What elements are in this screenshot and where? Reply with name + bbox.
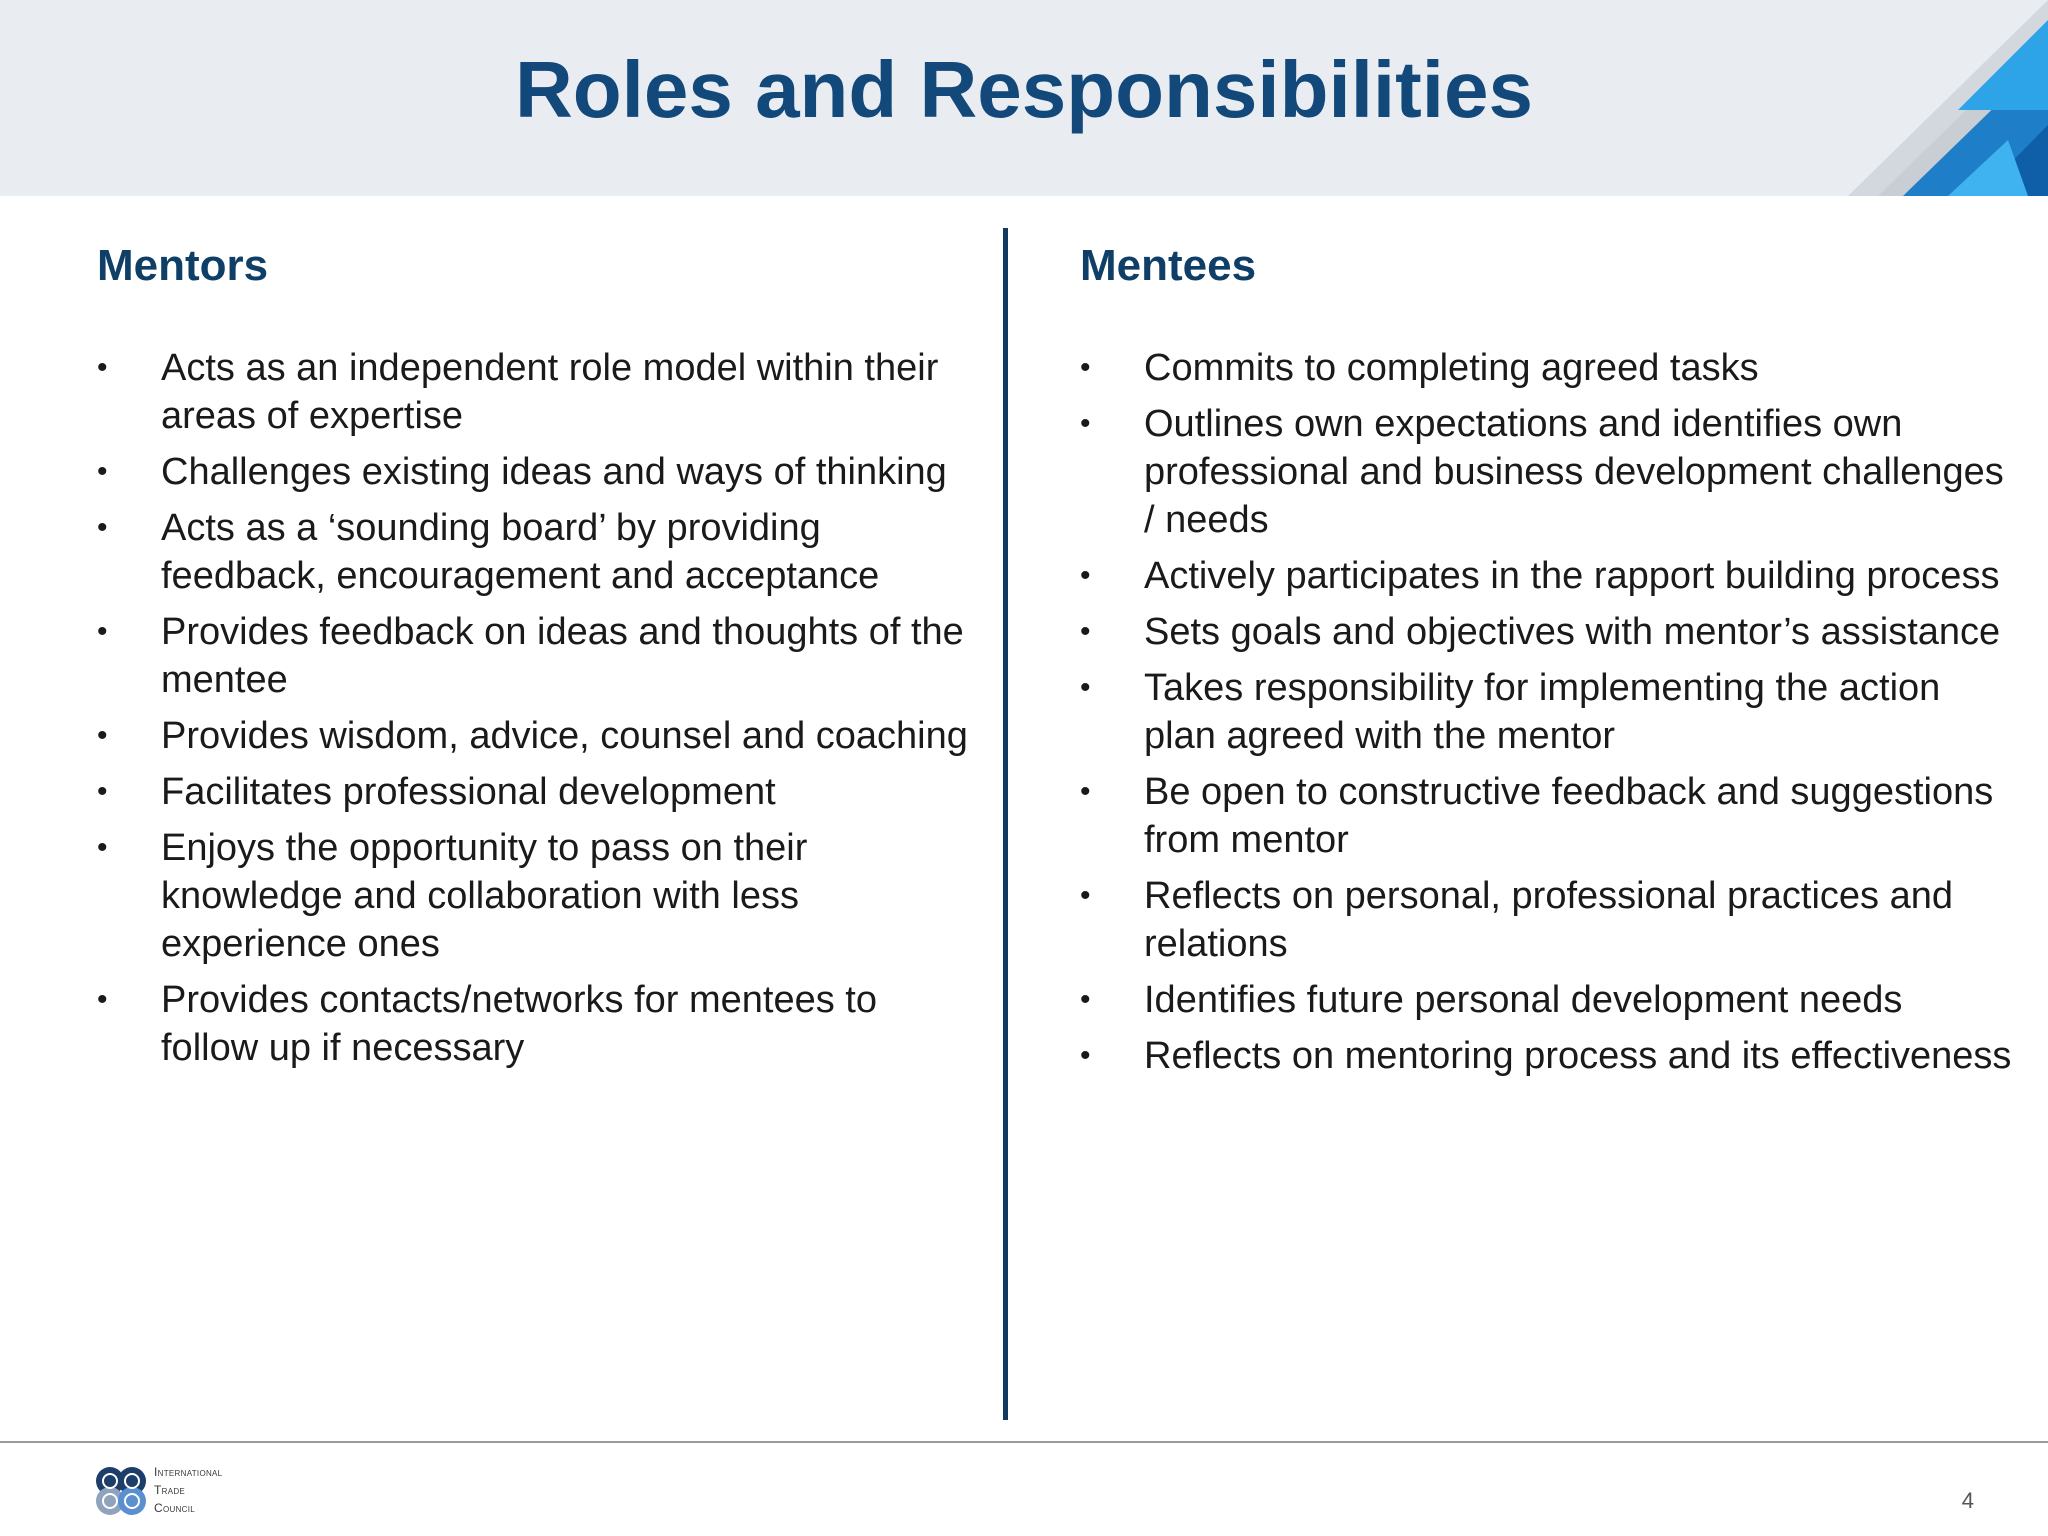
mentors-column — [97, 238, 977, 1080]
bullet-icon: • — [97, 351, 108, 384]
list-item-text: Challenges existing ideas and ways of thinking — [161, 451, 947, 493]
list-item — [97, 712, 977, 760]
list-item — [97, 976, 977, 1072]
bullet-icon: • — [1080, 615, 1091, 648]
bullet-icon: • — [1080, 775, 1091, 808]
bullet-icon: • — [1080, 879, 1091, 912]
bullet-icon: • — [1080, 671, 1091, 704]
page-number: 4 — [1961, 1488, 1974, 1513]
list-item — [1080, 976, 2020, 1024]
list-item-text: Reflects on personal, professional practices and relations — [1144, 875, 1954, 965]
bullet-icon: • — [97, 775, 108, 808]
bullet-icon: • — [97, 719, 108, 752]
list-item — [1080, 664, 2020, 760]
list-item-text: Outlines own expectations and identifies own professional and business development challenges / needs — [1144, 403, 2004, 541]
logo — [94, 1459, 264, 1521]
list-item — [97, 504, 977, 600]
mentees-heading: Mentees — [1080, 241, 1257, 290]
list-item-text: Reflects on mentoring process and its effectiveness — [1144, 1035, 2012, 1077]
list-item — [1080, 768, 2020, 864]
mentors-heading: Mentors — [97, 241, 269, 290]
mentees-column — [1080, 238, 2020, 1088]
bullet-icon: • — [97, 615, 108, 648]
list-item — [1080, 400, 2020, 544]
column-divider — [1003, 228, 1008, 1420]
list-item — [1080, 552, 2020, 600]
mentors-list — [97, 344, 977, 1072]
bullet-icon: • — [97, 983, 108, 1016]
list-item-text: Identifies future personal development needs — [1144, 979, 1903, 1021]
bullet-icon: • — [1080, 351, 1091, 384]
mentees-list — [1080, 344, 2020, 1080]
bullet-icon: • — [1080, 407, 1091, 440]
list-item-text: Takes responsibility for implementing the action plan agreed with the mentor — [1144, 667, 1941, 757]
list-item-text: Acts as an independent role model within their areas of expertise — [161, 347, 939, 437]
bullet-icon: • — [97, 511, 108, 544]
list-item-text: Provides feedback on ideas and thoughts of the mentee — [161, 611, 964, 701]
logo-line-3: Council — [154, 1501, 195, 1515]
list-item-text: Provides contacts/networks for mentees to follow up if necessary — [161, 979, 877, 1069]
list-item — [97, 824, 977, 968]
list-item — [1080, 872, 2020, 968]
bullet-icon: • — [97, 455, 108, 488]
list-item — [97, 608, 977, 704]
list-item-text: Sets goals and objectives with mentor’s assistance — [1144, 611, 2001, 653]
bullet-icon: • — [1080, 559, 1091, 592]
list-item — [97, 344, 977, 440]
bullet-icon: • — [97, 831, 108, 864]
list-item-text: Enjoys the opportunity to pass on their knowledge and collaboration with less experience ones — [161, 827, 808, 965]
list-item — [1080, 608, 2020, 656]
list-item-text: Be open to constructive feedback and suggestions from mentor — [1144, 771, 1994, 861]
logo-line-1: International — [154, 1465, 223, 1479]
slide-title: Roles and Responsibilities — [514, 45, 1533, 134]
logo-mark-icon — [94, 1463, 150, 1519]
list-item-text: Acts as a ‘sounding board’ by providing feedback, encouragement and acceptance — [161, 507, 880, 597]
list-item-text: Facilitates professional development — [161, 771, 776, 813]
list-item — [1080, 344, 2020, 392]
list-item — [97, 448, 977, 496]
logo-line-2: Trade — [154, 1483, 186, 1497]
list-item — [1080, 1032, 2020, 1080]
logo-text — [154, 1463, 222, 1517]
bullet-icon: • — [1080, 1039, 1091, 1072]
bullet-icon: • — [1080, 983, 1091, 1016]
list-item-text: Commits to completing agreed tasks — [1144, 347, 1759, 389]
list-item-text: Provides wisdom, advice, counsel and coaching — [161, 715, 968, 757]
list-item — [97, 768, 977, 816]
footer-divider — [0, 1441, 2048, 1443]
list-item-text: Actively participates in the rapport building process — [1144, 555, 2000, 597]
